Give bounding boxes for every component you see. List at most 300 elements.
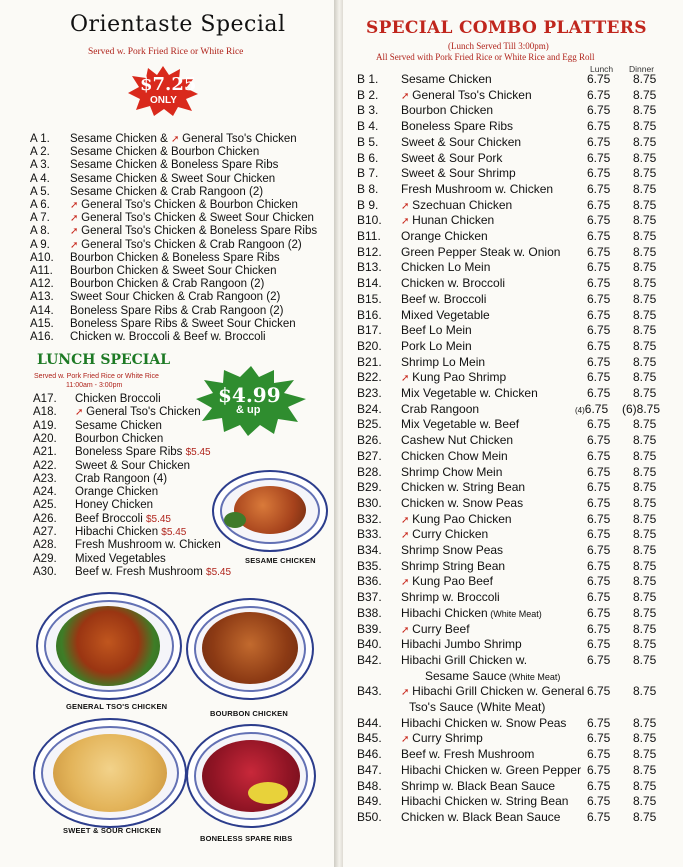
lunch-special-subtitle xyxy=(34,372,159,390)
item-code: B30. xyxy=(357,495,382,510)
item-name: Sweet & Sour Pork xyxy=(401,150,503,165)
dinner-value: 8.75 xyxy=(633,715,657,730)
item-code: A14. xyxy=(30,304,54,317)
item-code: A23. xyxy=(33,472,57,485)
combo-item xyxy=(357,260,490,274)
dinner-price xyxy=(633,480,656,494)
item-code: B45. xyxy=(357,731,382,746)
dinner-value: 8.75 xyxy=(633,229,657,243)
item-name: Bourbon Chicken & Boneless Spare Ribs xyxy=(70,251,280,264)
combo-item xyxy=(357,339,472,353)
dinner-value: 8.75 xyxy=(633,386,657,400)
item-name: Chicken w. Black Bean Sauce xyxy=(401,809,561,824)
lunch-value: 6.75 xyxy=(587,778,611,793)
lunch-subtitle-line1: Served w. Pork Fried Rice or White Rice xyxy=(34,373,159,380)
item-code: B35. xyxy=(357,558,382,573)
dinner-price xyxy=(633,606,656,620)
spicy-arrow-icon: ➚ xyxy=(70,226,82,238)
item-name: Boneless Spare Ribs & Crab Rangoon (2) xyxy=(70,304,284,317)
lunch-price xyxy=(587,763,610,777)
dinner-price xyxy=(633,731,656,745)
item-name: General Tso's Chicken & Boneless Spare Ribs xyxy=(81,225,318,238)
lunch-value: 6.75 xyxy=(587,150,611,165)
item-code: B 3. xyxy=(357,103,379,118)
item-code: B17. xyxy=(357,323,382,338)
lunch-value: 6.75 xyxy=(587,590,611,605)
lunch-value: 6.75 xyxy=(587,72,611,86)
dinner-price xyxy=(633,151,656,165)
lunch-subtitle-line2: 11:00am - 3:00pm xyxy=(66,382,123,389)
dinner-value: 8.75 xyxy=(633,197,657,212)
combo-item xyxy=(357,794,568,808)
dinner-price xyxy=(633,229,656,243)
combo-item xyxy=(357,559,505,573)
item-name: Crab Rangoon xyxy=(401,401,480,416)
combo-item xyxy=(357,355,485,369)
menu-item xyxy=(30,318,296,331)
item-code: B50. xyxy=(357,809,382,824)
item-name: Honey Chicken xyxy=(75,499,153,512)
item-name: General Tso's Chicken & Sweet Sour Chicken xyxy=(81,212,314,225)
item-name: Szechuan Chicken xyxy=(412,197,513,212)
lunch-value: 6.75 xyxy=(587,574,611,589)
dinner-price xyxy=(633,433,656,447)
item-name: Bourbon Chicken & Crab Rangoon (2) xyxy=(70,278,265,291)
item-code: A29. xyxy=(33,552,57,565)
menu-item xyxy=(30,173,275,186)
lunch-value: 6.75 xyxy=(587,166,611,181)
dinner-value: 8.75 xyxy=(633,338,657,353)
lunch-price xyxy=(587,465,610,479)
item-code: B49. xyxy=(357,794,382,809)
item-code: B23. xyxy=(357,386,382,400)
item-code: A15. xyxy=(30,317,54,330)
dinner-value: 8.75 xyxy=(633,213,657,228)
item-name: Bourbon Chicken xyxy=(401,103,494,118)
lunch-price xyxy=(587,119,610,133)
dinner-value: 8.75 xyxy=(633,605,657,620)
lunch-item xyxy=(33,499,153,512)
lunch-price xyxy=(587,355,610,369)
dinner-value: 8.75 xyxy=(636,401,661,416)
item-code: B11. xyxy=(357,229,381,243)
item-name: Mixed Vegetable xyxy=(401,307,490,322)
lunch-value: 6.75 xyxy=(587,134,611,149)
item-code: A 3. xyxy=(30,159,50,172)
spicy-arrow-icon: ➚ xyxy=(75,407,87,419)
item-price: $5.45 xyxy=(185,447,211,459)
item-code: A 9. xyxy=(30,238,50,251)
lunch-value: 6.75 xyxy=(587,731,611,746)
lunch-value: 6.75 xyxy=(587,213,611,228)
item-name: Chicken Chow Mein xyxy=(401,448,508,463)
lunch-price xyxy=(587,622,610,636)
combo-item xyxy=(357,574,493,590)
combo-item xyxy=(357,716,566,730)
item-name: Kung Pao Chicken xyxy=(412,511,512,526)
lunch-value: 6.75 xyxy=(587,417,611,432)
item-code: B29. xyxy=(357,480,382,495)
item-name: Shrimp String Bean xyxy=(401,558,506,573)
menu-item xyxy=(30,239,302,252)
lunch-price xyxy=(587,794,610,808)
item-code: A11. xyxy=(30,265,53,277)
combo-item xyxy=(357,323,472,337)
lunch-price xyxy=(587,292,610,306)
dinner-value: 8.75 xyxy=(633,747,657,762)
combo-item xyxy=(357,103,493,117)
item-code: A 1. xyxy=(30,133,50,145)
item-code: A 2. xyxy=(30,146,50,159)
spicy-arrow-icon: ➚ xyxy=(401,687,413,699)
combo-item xyxy=(357,370,506,386)
dinner-value: 8.75 xyxy=(633,621,657,636)
spicy-arrow-icon: ➚ xyxy=(70,200,82,211)
combo-item xyxy=(357,229,488,243)
food xyxy=(53,734,167,812)
menu-item xyxy=(30,133,297,146)
lunch-price xyxy=(587,166,610,180)
item-name: Green Pepper Steak w. Onion xyxy=(401,244,561,259)
lunch-value: 6.75 xyxy=(587,527,611,542)
spicy-arrow-icon: ➚ xyxy=(401,90,413,102)
dinner-value: 8.75 xyxy=(633,543,657,557)
item-code: B 1. xyxy=(357,72,379,86)
badge-price: $7.25 xyxy=(140,74,197,95)
lunch-value: 6.75 xyxy=(587,307,611,322)
food xyxy=(234,486,306,534)
dinner-price xyxy=(633,292,656,306)
menu-item xyxy=(30,146,259,159)
dinner-price xyxy=(633,166,656,180)
lunch-price xyxy=(587,637,610,651)
dinner-price xyxy=(633,308,656,322)
lunch-price xyxy=(587,480,610,494)
item-code: A10. xyxy=(30,251,54,264)
combo-item xyxy=(357,119,513,133)
dinner-price xyxy=(633,182,656,196)
spicy-arrow-icon: ➚ xyxy=(401,216,413,228)
lunch-value: 6.75 xyxy=(587,354,611,369)
page-fold xyxy=(334,0,343,867)
food xyxy=(202,740,300,812)
combo-item xyxy=(357,433,513,447)
item-name: Hibachi Grill Chicken w. General xyxy=(412,684,585,699)
dinner-value: 8.75 xyxy=(633,433,657,448)
lunch-value: 6.75 xyxy=(587,464,611,479)
item-name: Hibachi Jumbo Shrimp xyxy=(401,637,522,652)
item-code: B12. xyxy=(357,244,382,259)
item-name: Sweet & Sour Chicken xyxy=(75,459,191,472)
combo-item xyxy=(357,135,521,149)
lunch-item xyxy=(33,420,162,433)
caption-sweet-sour-chicken: SWEET & SOUR CHICKEN xyxy=(63,826,162,835)
lunch-price xyxy=(587,496,610,510)
lunch-value: 6.75 xyxy=(587,448,611,463)
dinner-value: 8.75 xyxy=(633,119,657,134)
item-code: B38. xyxy=(357,605,382,620)
lunch-value: 6.75 xyxy=(587,386,611,400)
item-code: B26. xyxy=(357,433,382,448)
lunch-price xyxy=(587,135,610,149)
lunch-value: 6.75 xyxy=(587,637,611,652)
lunch-price xyxy=(587,308,610,322)
lunch-item xyxy=(33,526,186,539)
item-name: Boneless Spare Ribs xyxy=(401,119,514,134)
dinner-price xyxy=(633,213,656,227)
lunch-item xyxy=(33,553,166,566)
sesame-chicken-photo xyxy=(212,470,328,552)
lunch-value: 6.75 xyxy=(587,370,611,385)
lunch-value: 6.75 xyxy=(587,543,611,557)
spicy-arrow-icon: ➚ xyxy=(401,530,413,542)
dinner-value: 8.75 xyxy=(633,558,657,573)
item-name: Boneless Spare Ribs & Sweet Sour Chicken xyxy=(70,317,296,330)
dinner-value: 8.75 xyxy=(633,448,657,463)
lunch-value: 6.75 xyxy=(587,276,611,291)
item-code: B16. xyxy=(357,307,382,322)
lunch-price xyxy=(587,339,610,353)
lunch-price xyxy=(587,417,610,431)
item-code: B44. xyxy=(357,715,382,730)
item-name: Chicken w. Broccoli xyxy=(401,276,506,291)
item-code: A 5. xyxy=(30,185,50,198)
item-code: B20. xyxy=(357,338,382,353)
lunch-price xyxy=(575,402,608,418)
lunch-price xyxy=(587,747,610,761)
lunch-price xyxy=(587,103,610,117)
item-name: Hibachi Chicken w. Snow Peas xyxy=(401,715,567,730)
item-code: A 6. xyxy=(30,199,50,211)
combo-item xyxy=(357,684,584,700)
lunch-value: 6.75 xyxy=(587,338,611,353)
dinner-price xyxy=(633,653,656,667)
lunch-value: 6.75 xyxy=(587,181,611,196)
dinner-value: 8.75 xyxy=(633,244,657,259)
lunch-price xyxy=(587,213,610,227)
lunch-price xyxy=(587,559,610,573)
item-code: B 7. xyxy=(357,166,379,181)
lunch-item xyxy=(33,446,211,459)
dinner-value: 8.75 xyxy=(633,637,657,652)
spicy-arrow-icon: ➚ xyxy=(401,624,413,636)
lunch-value: 6.75 xyxy=(587,794,611,809)
lunch-item xyxy=(33,460,190,473)
item-name: General Tso's Chicken & Crab Rangoon (2) xyxy=(81,238,302,251)
combo-item xyxy=(357,72,492,86)
item-code: A28. xyxy=(33,539,57,552)
dinner-price: 8.75 xyxy=(633,684,657,699)
dinner-price xyxy=(633,716,656,730)
item-name: Curry Beef xyxy=(412,621,470,636)
dinner-value: 8.75 xyxy=(633,417,657,432)
dinner-price xyxy=(633,512,656,526)
lunch-value: 6.75 xyxy=(587,495,611,510)
dinner-value: 8.75 xyxy=(633,307,657,322)
dinner-price xyxy=(633,198,656,212)
item-code: B22. xyxy=(357,370,382,385)
caption-bourbon-chicken: BOURBON CHICKEN xyxy=(210,709,288,718)
dinner-value: 8.75 xyxy=(633,495,657,510)
dinner-value: 8.75 xyxy=(633,166,657,181)
item-name: Shrimp w. Broccoli xyxy=(401,590,500,605)
combo-item xyxy=(357,198,512,214)
lunch-value: 6.75 xyxy=(587,558,611,573)
item-name: Kung Pao Shrimp xyxy=(412,370,507,385)
lunch-value: 6.75 xyxy=(584,401,609,416)
dinner-value: 8.75 xyxy=(633,276,657,291)
item-name: Sesame Chicken & Sweet Sour Chicken xyxy=(70,172,276,185)
lunch-value: 6.75 xyxy=(587,197,611,212)
dinner-price xyxy=(633,622,656,636)
spicy-arrow-icon: ➚ xyxy=(401,734,413,746)
item-code: B33. xyxy=(357,527,382,542)
item-name: Shrimp w. Black Bean Sauce xyxy=(401,778,556,793)
lunch-price xyxy=(587,731,610,745)
combo-item xyxy=(357,512,512,528)
item-code: A13. xyxy=(30,291,54,304)
item-name: General Tso's Chicken xyxy=(412,87,532,102)
spicy-arrow-icon: ➚ xyxy=(70,239,82,251)
item-name: Curry Shrimp xyxy=(412,731,483,746)
item-code: B 9. xyxy=(357,197,379,212)
spicy-arrow-icon: ➚ xyxy=(70,213,82,225)
caption-general-tso: GENERAL TSO'S CHICKEN xyxy=(66,702,168,711)
lunch-price xyxy=(587,88,610,102)
food xyxy=(202,612,298,684)
lunch-item xyxy=(33,566,231,579)
dinner-price xyxy=(633,763,656,777)
item-name: Cashew Nut Chicken xyxy=(401,433,514,448)
lunch-price xyxy=(587,606,610,620)
menu-item xyxy=(30,305,284,318)
lunch-qty: (4) xyxy=(575,405,585,415)
lunch-price xyxy=(587,72,610,86)
item-code: A20. xyxy=(33,432,57,445)
item-price: $5.45 xyxy=(161,527,187,538)
item-name: Crab Rangoon (4) xyxy=(75,472,168,485)
dinner-value: 8.75 xyxy=(633,354,657,369)
badge-note: ONLY xyxy=(150,95,177,106)
lunch-value: 6.75 xyxy=(587,119,611,134)
orientaste-special-title: Orientaste Special xyxy=(70,12,286,37)
dinner-value: 8.75 xyxy=(633,260,657,275)
item-code: B46. xyxy=(357,747,382,762)
lunch-price xyxy=(587,386,610,400)
combo-item xyxy=(357,637,522,651)
item-name: Kung Pao Beef xyxy=(412,574,493,589)
item-code: A24. xyxy=(33,486,57,499)
lunch-special-title: LUNCH SPECIAL xyxy=(37,352,171,368)
item-name: Chicken w. Snow Peas xyxy=(401,495,524,510)
combo-item xyxy=(357,245,560,259)
lunch-value: 6.75 xyxy=(587,260,611,275)
item-code: A19. xyxy=(33,419,57,432)
item-name: Beef Broccoli xyxy=(75,512,146,525)
lunch-item xyxy=(33,539,221,552)
dinner-price xyxy=(633,339,656,353)
item-name: Mix Vegetable w. Beef xyxy=(401,417,520,432)
lunch-price xyxy=(587,449,610,463)
food xyxy=(56,606,160,686)
item-code: A 7. xyxy=(30,212,50,225)
lunch-item xyxy=(33,406,201,419)
item-code: A 8. xyxy=(30,225,50,238)
combo-item xyxy=(357,213,494,229)
combo-item xyxy=(357,417,519,431)
item-code: B34. xyxy=(357,543,382,557)
lunch-price xyxy=(587,323,610,337)
item-name: Shrimp Chow Mein xyxy=(401,464,503,479)
price-badge-7-25 xyxy=(128,66,198,116)
combo-item xyxy=(357,480,525,494)
dinner-value: 8.75 xyxy=(633,778,657,793)
item-name: Curry Chicken xyxy=(412,527,489,542)
lunch-item xyxy=(33,393,161,406)
lunch-price xyxy=(587,370,610,384)
combo-item xyxy=(357,449,508,463)
dinner-price xyxy=(633,370,656,384)
item-name: Sesame Chicken & Boneless Spare Ribs xyxy=(70,159,279,172)
dinner-value: 8.75 xyxy=(633,652,657,667)
garnish xyxy=(248,782,288,804)
lunch-value: 6.75 xyxy=(587,605,611,620)
dinner-value: 8.75 xyxy=(633,370,657,385)
item-name: Fresh Mushroom w. Chicken xyxy=(401,181,554,196)
item-name: General Tso's Chicken & Bourbon Chicken xyxy=(81,199,298,211)
dinner-price xyxy=(622,402,660,416)
combo-item xyxy=(357,527,488,543)
combo-item xyxy=(357,182,553,196)
general-tso-photo xyxy=(36,592,182,700)
dinner-price xyxy=(633,465,656,479)
lunch-item xyxy=(33,513,171,526)
boneless-spare-ribs-photo xyxy=(186,724,316,828)
lunch-value: 6.75 xyxy=(587,433,611,448)
item-code: B 5. xyxy=(357,134,379,149)
lunch-price xyxy=(587,527,610,541)
item-code: B24. xyxy=(357,401,382,416)
dinner-price xyxy=(633,543,656,557)
item-name: Sesame Chicken & Bourbon Chicken xyxy=(70,146,260,159)
dinner-price xyxy=(633,527,656,541)
item-name: Hibachi Chicken w. Green Pepper xyxy=(401,762,582,777)
lunch-value: 6.75 xyxy=(587,103,611,118)
caption-boneless-spare-ribs: BONELESS SPARE RIBS xyxy=(200,834,293,843)
item-code: B32. xyxy=(357,511,382,526)
item-price: $5.45 xyxy=(206,566,232,578)
dinner-price xyxy=(633,574,656,588)
dinner-price xyxy=(633,135,656,149)
item-code: B 6. xyxy=(357,150,379,165)
item-code: B 2. xyxy=(357,87,379,102)
item-name: Beef w. Broccoli xyxy=(401,291,487,306)
column-header-dinner: Dinner xyxy=(629,64,655,74)
item-code: A26. xyxy=(33,512,57,525)
dinner-value: 8.75 xyxy=(633,134,657,149)
dinner-value: 8.75 xyxy=(633,464,657,479)
item-name: Sesame Chicken & xyxy=(70,133,171,145)
item-name: Sweet Sour Chicken & Crab Rangoon (2) xyxy=(70,291,281,304)
combo-platters-title: SPECIAL COMBO PLATTERS xyxy=(366,18,647,38)
lunch-price xyxy=(587,433,610,447)
dinner-value: 8.75 xyxy=(633,291,657,306)
dinner-price xyxy=(633,590,656,604)
lunch-price xyxy=(587,229,610,243)
item-code: B36. xyxy=(357,574,382,589)
combo-item xyxy=(357,88,532,104)
item-name: Sesame Chicken xyxy=(401,72,492,86)
